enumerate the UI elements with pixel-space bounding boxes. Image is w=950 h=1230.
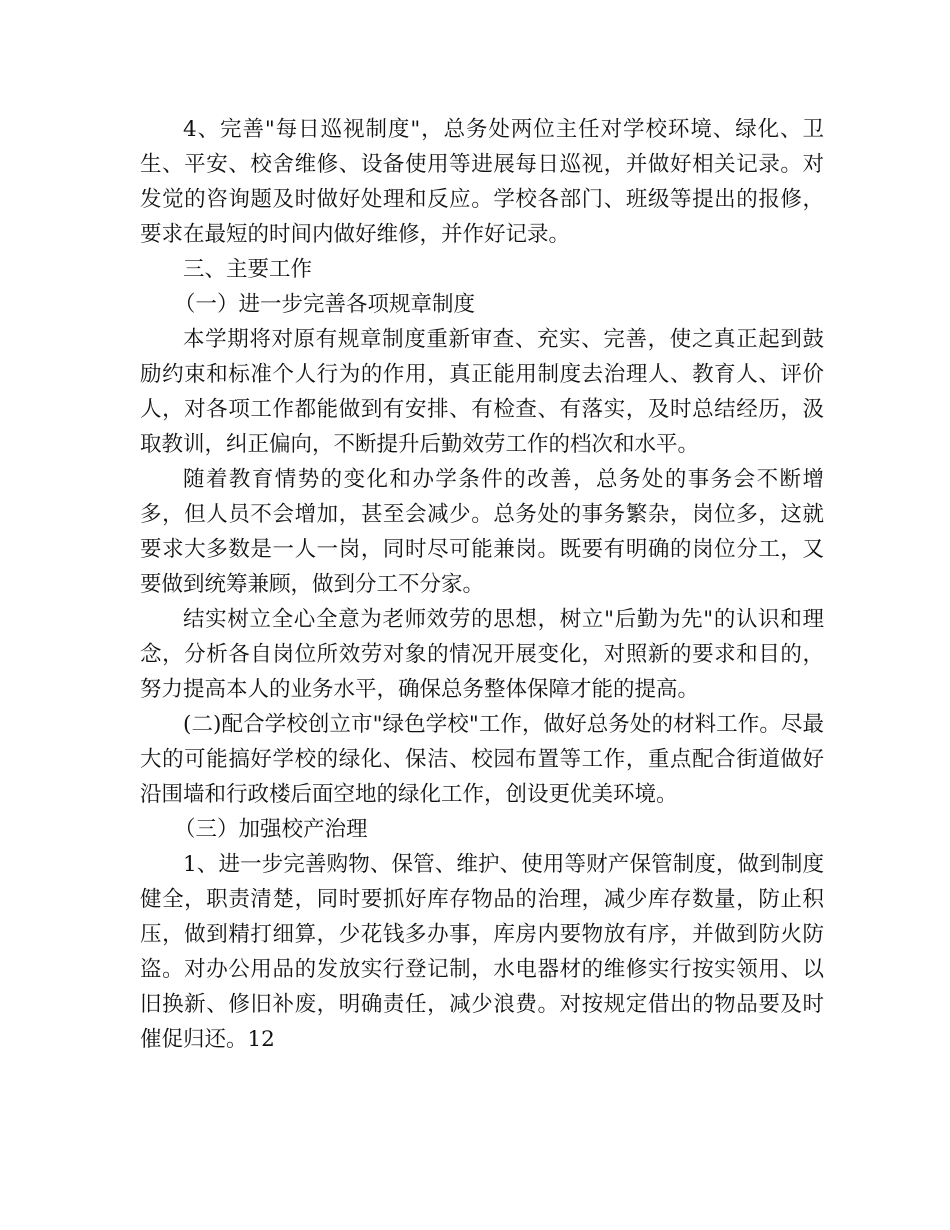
paragraph-regulations: 本学期将对原有规章制度重新审查、充实、完善，使之真正起到鼓励约束和标准个人行为的作用，真正能用制度去治理人、教育人、评价人，对各项工作都能做到有安排、有检查、有落实，及时总结经历，汲取教训，纠正偏向，不断提升后勤效劳工作的档次和水平。 bbox=[140, 327, 824, 457]
document-body bbox=[140, 112, 824, 1057]
paragraph-property-rules: 1、进一步完善购物、保管、维护、使用等财产保管制度，做到制度健全，职责清楚，同时要抓好库存物品的治理，减少库存数量，防止积压，做到精打细算，少花钱多办事，库房内要物放有序，并做到防火防盗。对办公用品的发放实行登记制，水电器材的维修实行按实领用、以旧换新、修旧补废，明确责任，减少浪费。对按规定借出的物品要及时催促归还。12 bbox=[140, 852, 824, 1052]
paragraph-green-school: (二)配合学校创立市"绿色学校"工作，做好总务处的材料工作。尽最大的可能搞好学校的绿化、保洁、校园布置等工作，重点配合街道做好沿围墙和行政楼后面空地的绿化工作，创设更优美环境。 bbox=[140, 712, 824, 807]
paragraph-staffing: 随着教育情势的变化和办学条件的改善，总务处的事务会不断增多，但人员不会增加，甚至会减少。总务处的事务繁杂，岗位多，这就要求大多数是一人一岗，同时尽可能兼岗。既要有明确的岗位分工，又要做到统筹兼顾，做到分工不分家。 bbox=[140, 467, 824, 597]
subheading-regulations: （一）进一步完善各项规章制度 bbox=[174, 292, 476, 317]
paragraph-service-thinking: 结实树立全心全意为老师效劳的思想，树立"后勤为先"的认识和理念，分析各自岗位所效劳对象的情况开展变化，对照新的要求和目的，努力提高本人的业务水平，确保总务整体保障才能的提高。 bbox=[140, 607, 824, 702]
section-heading-main-work: 三、主要工作 bbox=[183, 257, 313, 282]
subheading-property-management: （三）加强校产治理 bbox=[174, 817, 368, 842]
paragraph-daily-inspection: 4、完善"每日巡视制度"，总务处两位主任对学校环境、绿化、卫生、平安、校舍维修、设备使用等进展每日巡视，并做好相关记录。对发觉的咨询题及时做好处理和反应。学校各部门、班级等提出的报修，要求在最短的时间内做好维修，并作好记录。 bbox=[140, 117, 824, 247]
